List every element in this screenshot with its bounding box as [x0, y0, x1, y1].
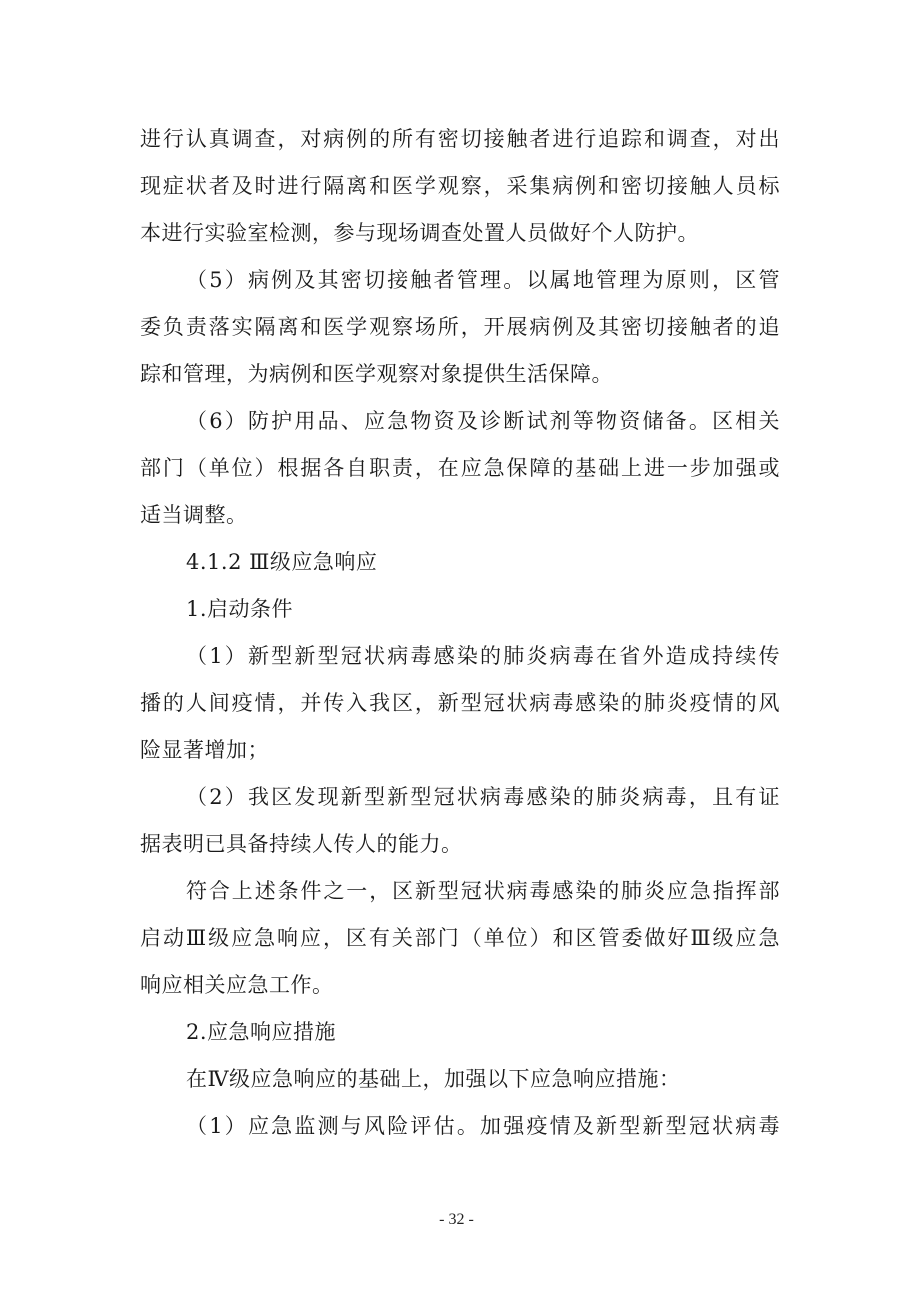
text-line-13: 播的人间疫情，并传入我区，新型冠状病毒感染的肺炎疫情的风 — [140, 691, 780, 715]
text-line-4: （5）病例及其密切接触者管理。以属地管理为原则，区管 — [186, 268, 780, 292]
section-heading-4-1-2: 4.1.2 Ⅲ级应急响应 — [186, 550, 378, 574]
text-line-8: 部门（单位）根据各自职责，在应急保障的基础上进一步加强或 — [140, 456, 780, 480]
text-line-9: 适当调整。 — [140, 503, 248, 527]
subheading-response-measures: 2.应急响应措施 — [186, 1020, 337, 1044]
text-line-5: 委负责落实隔离和医学观察场所，开展病例及其密切接触者的追 — [140, 315, 780, 339]
text-line-7: （6）防护用品、应急物资及诊断试剂等物资储备。区相关 — [186, 409, 780, 433]
page-number: - 32 - — [439, 1211, 474, 1228]
text-line-18: 启动Ⅲ级应急响应，区有关部门（单位）和区管委做好Ⅲ级应急 — [140, 926, 780, 950]
text-line-2: 现症状者及时进行隔离和医学观察，采集病例和密切接触人员标 — [140, 174, 780, 198]
text-line-6: 踪和管理，为病例和医学观察对象提供生活保障。 — [140, 362, 613, 386]
text-line-3: 本进行实验室检测，参与现场调查处置人员做好个人防护。 — [140, 221, 699, 245]
text-line-17: 符合上述条件之一，区新型冠状病毒感染的肺炎应急指挥部 — [186, 879, 780, 903]
text-line-12: （1）新型新型冠状病毒感染的肺炎病毒在省外造成持续传 — [186, 644, 780, 668]
text-line-15: （2）我区发现新型新型冠状病毒感染的肺炎病毒，且有证 — [186, 785, 780, 809]
text-line-16: 据表明已具备持续人传人的能力。 — [140, 832, 463, 856]
text-line-21: 在Ⅳ级应急响应的基础上，加强以下应急响应措施： — [186, 1067, 681, 1091]
text-line-22: （1）应急监测与风险评估。加强疫情及新型新型冠状病毒 — [186, 1114, 780, 1138]
text-line-1: 进行认真调查，对病例的所有密切接触者进行追踪和调查，对出 — [140, 127, 780, 151]
subheading-start-conditions: 1.启动条件 — [186, 597, 294, 621]
text-line-19: 响应相关应急工作。 — [140, 973, 334, 997]
text-line-14: 险显著增加； — [140, 738, 269, 762]
